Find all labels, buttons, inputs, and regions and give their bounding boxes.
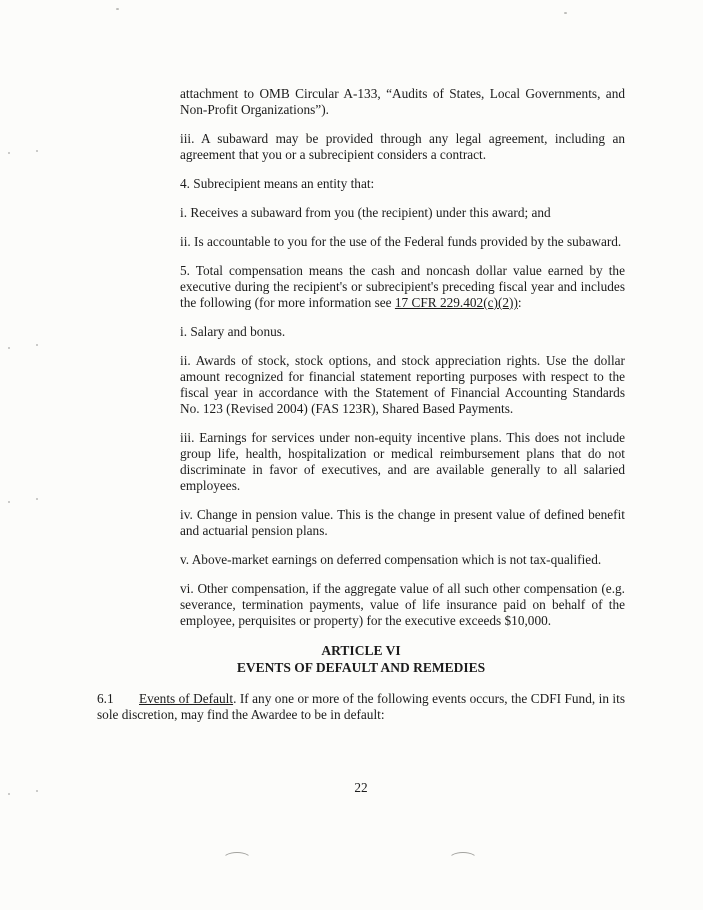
scan-artifact <box>564 12 567 14</box>
para-earnings-iii: iii. Earnings for services under non-equity incentive plans. This does not include group life, health, hospitalization or medical reimbursement plans that do not discriminate in favor of executives, and are available generally to all salaried employees. <box>180 430 625 493</box>
para-total-compensation-pre: 5. Total compensation means the cash and noncash dollar value earned by the executive during the recipient's or subrecipient's preceding fiscal year and includes the following (for more information see <box>180 263 625 310</box>
scan-artifact <box>448 852 478 868</box>
scan-artifact <box>8 152 10 154</box>
scan-artifact <box>36 150 38 152</box>
para-accountable-ii: ii. Is accountable to you for the use of the Federal funds provided by the subaward. <box>180 234 622 249</box>
scan-artifact <box>36 790 38 792</box>
article-heading <box>97 642 625 676</box>
section-label: Events of Default <box>139 691 234 706</box>
para-omb-attachment: attachment to OMB Circular A-133, “Audits of States, Local Governments, and Non-Profit Organizations”). <box>180 86 625 117</box>
scan-artifact <box>222 852 252 868</box>
para-subrecipient-4: 4. Subrecipient means an entity that: <box>180 176 375 191</box>
section-number: 6.1 <box>97 691 114 706</box>
para-salary-i: i. Salary and bonus. <box>180 324 286 339</box>
para-pension-value-iv: iv. Change in pension value. This is the change in present value of defined benefit and actuarial pension plans. <box>180 507 625 538</box>
para-total-compensation-post: : <box>517 295 522 310</box>
article-number: ARTICLE VI <box>321 643 401 658</box>
scan-artifact <box>36 344 38 346</box>
scan-artifact <box>8 501 10 503</box>
para-other-compensation-vi: vi. Other compensation, if the aggregate value of all such other compensation (e.g. severance, termination payments, value of life insurance paid on behalf of the employee, perquisites or property) for the executive exceeds $10,000. <box>180 581 625 628</box>
scan-artifact <box>36 498 38 500</box>
article-title: EVENTS OF DEFAULT AND REMEDIES <box>236 660 486 675</box>
section-text: . If any one or more of the following events occurs, the CDFI Fund, in its sole discretion, may find the Awardee to be in default: <box>97 691 625 722</box>
cfr-citation-link[interactable]: 17 CFR 229.402(c)(2)) <box>394 295 518 310</box>
scan-artifact <box>8 347 10 349</box>
scan-artifact <box>116 8 119 10</box>
para-above-market-v: v. Above-market earnings on deferred compensation which is not tax-qualified. <box>180 552 602 567</box>
para-subaward-iii: iii. A subaward may be provided through any legal agreement, including an agreement that you or a subrecipient considers a contract. <box>180 131 625 162</box>
para-stock-awards-ii: ii. Awards of stock, stock options, and stock appreciation rights. Use the dollar amount recognized for financial statement reporting purposes with respect to the fiscal year in accordance with the Statement of Financial Accounting Standards No. 123 (Revised 2004) (FAS 123R), Shared Based Payments. <box>180 353 625 416</box>
para-receives-i: i. Receives a subaward from you (the recipient) under this award; and <box>180 205 551 220</box>
page-number: 22 <box>354 780 368 795</box>
section-6-1 <box>97 691 625 723</box>
scan-artifact <box>8 793 10 795</box>
document-body <box>97 86 625 723</box>
para-total-compensation-5 <box>180 263 625 311</box>
